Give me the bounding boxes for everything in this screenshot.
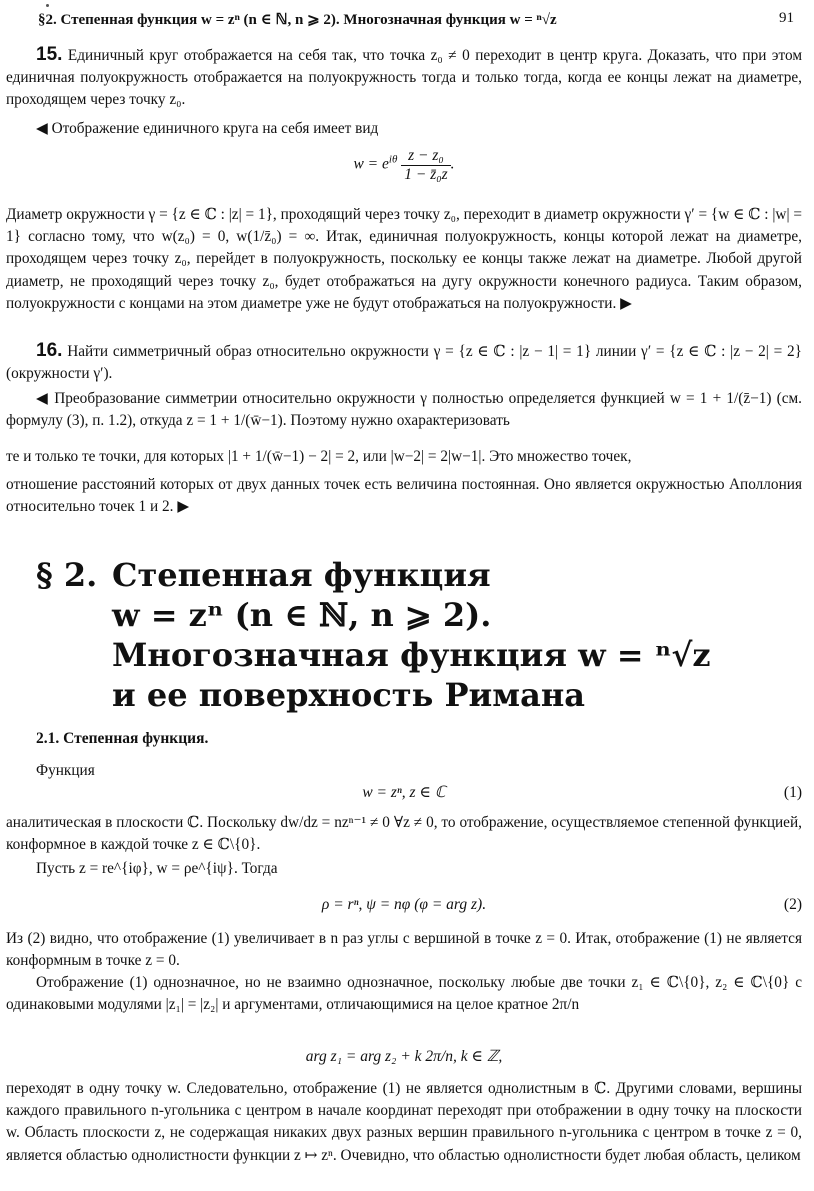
equation-1 bbox=[6, 782, 802, 804]
problem-15-number: 15. bbox=[36, 44, 63, 65]
equation-2-number: (2) bbox=[783, 896, 802, 913]
formula-exponent: iθ bbox=[388, 153, 398, 166]
running-head-title: §2. Степенная функция w = zⁿ (n ∈ ℕ, n ⩾ 2). Многозначная функция w = ⁿ√z bbox=[38, 12, 557, 28]
subsection-heading: 2.1. Степенная функция. bbox=[36, 730, 209, 747]
body-paragraph-univalence: переходят в одну точку w. Следовательно, отображение (1) не является однолистным в ℂ. Другими словами, вершины каждого правильного n-угольника с центром в начале координат переходят при отображении в одну точку на плоскости w. Область плоскости z, не содержащая никаких двух разных вершин правильного n-угольника с центром в точке z = 0, является областью однолистности функции z ↦ zⁿ. Очевидно, что областью однолистности будет любая область, целиком bbox=[6, 1080, 802, 1164]
equation-1-body: w = zⁿ, z ∈ ℂ bbox=[362, 784, 446, 801]
formula-numerator: z − z₀ bbox=[401, 148, 450, 166]
print-speck bbox=[46, 4, 49, 7]
equation-arg: arg z₁ = arg z₂ + k 2π/n, k ∈ ℤ, bbox=[305, 1048, 503, 1065]
problem-16-statement bbox=[6, 340, 802, 385]
problem-16-solution-line1: ◀ Преобразование симметрии относительно окружности γ полностью определяется функцией w = 1 + 1/(z̄−1) (см. формулу (3), п. 1.2), откуда z = 1 + 1/(w̄−1). Поэтому нужно охарактеризовать bbox=[6, 390, 802, 430]
body-paragraph-not-injective: Отображение (1) однозначное, но не взаимно однозначное, поскольку любые две точки z₁ ∈ ℂ\{0}, z₂ ∈ ℂ\{0} с одинаковыми модулями |z₁| = |z₂| и аргументами, отличающимися на целое кратное 2π/n bbox=[6, 974, 802, 1014]
section-title-line4: и ее поверхность Римана bbox=[112, 676, 585, 714]
section-title-line1: Степенная функция bbox=[112, 556, 491, 594]
problem-16-solution-line2: те и только те точки, для которых |1 + 1/(w̄−1) − 2| = 2, или |w−2| = 2|w−1|. Это множество точек, bbox=[6, 448, 632, 465]
body-paragraph-angles: Из (2) видно, что отображение (1) увеличивает в n раз углы с вершиной в точке z = 0. Итак, отображение (1) не является конформным в точке z = 0. bbox=[6, 930, 802, 970]
equation-2-body: ρ = rⁿ, ψ = nφ (φ = arg z). bbox=[321, 896, 487, 913]
problem-16-solution-line3: отношение расстояний которых от двух данных точек есть величина постоянная. Оно является окружностью Аполлония относительно точек 1 и 2. ▶ bbox=[6, 476, 802, 516]
section-number: § 2. bbox=[36, 556, 98, 594]
formula-disk-automorphism bbox=[6, 148, 802, 192]
formula-fraction bbox=[401, 148, 450, 182]
problem-15-solution-body: Диаметр окружности γ = {z ∈ ℂ : |z| = 1}, проходящий через точку z₀, переходит в диаметр окружности γ′ = {w ∈ ℂ : |w| = 1} согласно тому, что w(z₀) = 0, w(1/z̄₀) = ∞. Итак, единичная полуокружность, концы которой лежат на диаметре, проходящем через точку z₀, перейдет в полуокружность, поскольку ее концы также лежат на диаметре. Любой другой диаметр, не проходящий через точку z₀, будет отображаться на дугу окружности конечного радиуса. Таким образом, полуокружности с концами на этом диаметре уже не будут отображаться на полуокружности. ▶ bbox=[6, 206, 802, 312]
section-title-line2: w = zⁿ (n ∈ ℕ, n ⩾ 2). bbox=[112, 596, 492, 634]
formula-lhs: w = e bbox=[353, 155, 389, 173]
running-head bbox=[38, 10, 794, 34]
body-paragraph-analytic: аналитическая в плоскости ℂ. Поскольку dw/dz = nzⁿ⁻¹ ≠ 0 ∀z ≠ 0, то отображение, осуществляемое степенной функцией, конформное в каждой точке z ∈ ℂ\{0}. bbox=[6, 814, 802, 854]
problem-15-text: Единичный круг отображается на себя так, что точка z₀ ≠ 0 переходит в центр круга. Доказать, что при этом единичная полуокружность отображается на полуокружность тогда и только тогда, когда ее концы лежат на диаметре, проходящем через точку z₀. bbox=[6, 47, 803, 109]
body-paragraph-function: Функция bbox=[36, 762, 95, 779]
section-title-line3: Многозначная функция w = ⁿ√z bbox=[112, 636, 711, 674]
formula-denominator: 1 − z̄₀z bbox=[404, 165, 448, 183]
equation-2 bbox=[6, 894, 802, 916]
formula-tail: . bbox=[450, 155, 455, 173]
problem-15-statement bbox=[6, 44, 802, 112]
problem-16-number: 16. bbox=[36, 340, 63, 361]
page-number: 91 bbox=[779, 10, 794, 26]
body-paragraph-polar: Пусть z = re^{iφ}, w = ρe^{iψ}. Тогда bbox=[36, 860, 278, 877]
problem-16-text: Найти симметричный образ относительно окружности γ = {z ∈ ℂ : |z − 1| = 1} линии γ′ = {z ∈ ℂ : |z − 2| = 2} (окружности γ′). bbox=[6, 343, 802, 383]
problem-15-solution-intro: ◀ Отображение единичного круга на себя имеет вид bbox=[36, 120, 379, 137]
equation-1-number: (1) bbox=[783, 784, 802, 801]
